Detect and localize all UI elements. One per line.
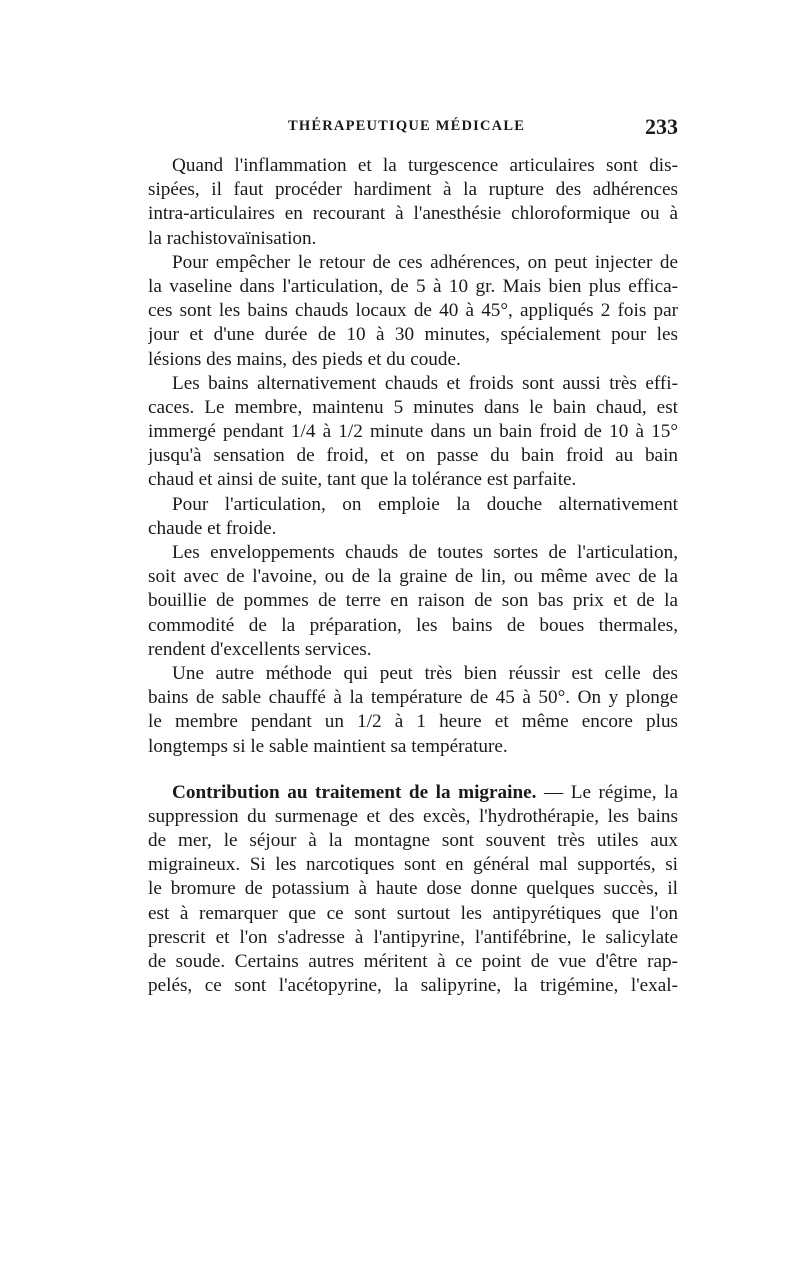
text-line: est à remarquer que ce sont surtout les antipyrétiques que l'on xyxy=(148,902,678,924)
text-line: le membre pendant un 1/2 à 1 heure et même encore plus xyxy=(148,711,678,733)
text-line: intra-articulaires en recourant à l'anesthésie chloroformique ou à xyxy=(148,203,678,225)
text-line: immergé pendant 1/4 à 1/2 minute dans un bain froid de 10 à 15° xyxy=(148,421,678,443)
text-line: lésions des mains, des pieds et du coude. xyxy=(148,348,461,370)
page-number: 233 xyxy=(645,114,678,139)
text-line: Les enveloppements chauds de toutes sortes de l'articulation, xyxy=(172,542,678,563)
text-line xyxy=(148,781,678,805)
text-line: chaude et froide. xyxy=(148,517,277,539)
text-line: bains de sable chauffé à la température de 45 à 50°. On y plonge xyxy=(148,687,678,709)
text-line: ces sont les bains chauds locaux de 40 à 45°, appliqués 2 fois par xyxy=(148,300,678,322)
running-head xyxy=(148,112,678,142)
text-line: Une autre méthode qui peut très bien réussir est celle des xyxy=(172,662,678,684)
text-line: caces. Le membre, maintenu 5 minutes dans le bain chaud, est xyxy=(148,396,678,418)
text-line: de soude. Certains autres méritent à ce point de vue d'être rap- xyxy=(148,951,678,972)
text-line: Les bains alternativement chauds et froids sont aussi très effi- xyxy=(172,372,678,394)
text-line: migraineux. Si les narcotiques sont en général mal supportés, si xyxy=(148,854,678,876)
text-line: jour et d'une durée de 10 à 30 minutes, spécialement pour les xyxy=(148,324,678,346)
text-line: sipées, il faut procéder hardiment à la rupture des adhérences xyxy=(148,179,678,201)
text-line: longtemps si le sable maintient sa température. xyxy=(148,735,508,757)
paragraph-douche xyxy=(148,493,678,541)
text-line: Pour l'articulation, on emploie la douche alternativement xyxy=(172,493,678,515)
paragraph-vaseline-baths xyxy=(148,251,678,372)
text-line: la vaseline dans l'articulation, de 5 à 10 gr. Mais bien plus effica- xyxy=(148,275,678,297)
text-line: pelés, ce sont l'acétopyrine, la salipyrine, la trigémine, l'exal- xyxy=(148,975,678,997)
text-line: Pour empêcher le retour de ces adhérences, on peut injecter de xyxy=(172,251,678,273)
text-run: — Le régime, la xyxy=(536,781,678,803)
text-line: soit avec de l'avoine, ou de la graine de lin, ou même avec de la xyxy=(148,566,678,588)
section-heading: Contribution au traitement de la migraine. xyxy=(172,781,537,803)
text-line: la rachistovaïnisation. xyxy=(148,227,317,249)
text-line: le bromure de potassium à haute dose donne quelques succès, il xyxy=(148,878,678,900)
text-line: suppression du surmenage et des excès, l'hydrothérapie, les bains xyxy=(148,805,678,827)
text-line: prescrit et l'on s'adresse à l'antipyrine, l'antifébrine, le salicylate xyxy=(148,926,678,948)
text-line: Quand l'inflammation et la turgescence articulaires sont dis- xyxy=(172,155,678,176)
text-line: rendent d'excellents services. xyxy=(148,638,372,660)
paragraph-ankylosis-rupture xyxy=(148,154,678,251)
body-text xyxy=(148,154,678,998)
paragraph-sand-baths xyxy=(148,662,678,759)
paragraph-migraine xyxy=(148,781,678,999)
paragraph-alternating-baths xyxy=(148,372,678,493)
text-line: jusqu'à sensation de froid, et on passe du bain froid au bain xyxy=(148,445,678,467)
running-title: THÉRAPEUTIQUE MÉDICALE xyxy=(288,118,526,134)
text-line: chaud et ainsi de suite, tant que la tolérance est parfaite. xyxy=(148,469,577,491)
paragraph-enveloppements xyxy=(148,541,678,662)
text-line: commodité de la préparation, les bains de boues thermales, xyxy=(148,614,678,636)
section-gap xyxy=(148,759,678,781)
text-line: de mer, le séjour à la montagne sont souvent très utiles aux xyxy=(148,830,678,852)
text-line: bouillie de pommes de terre en raison de son bas prix et de la xyxy=(148,590,678,612)
